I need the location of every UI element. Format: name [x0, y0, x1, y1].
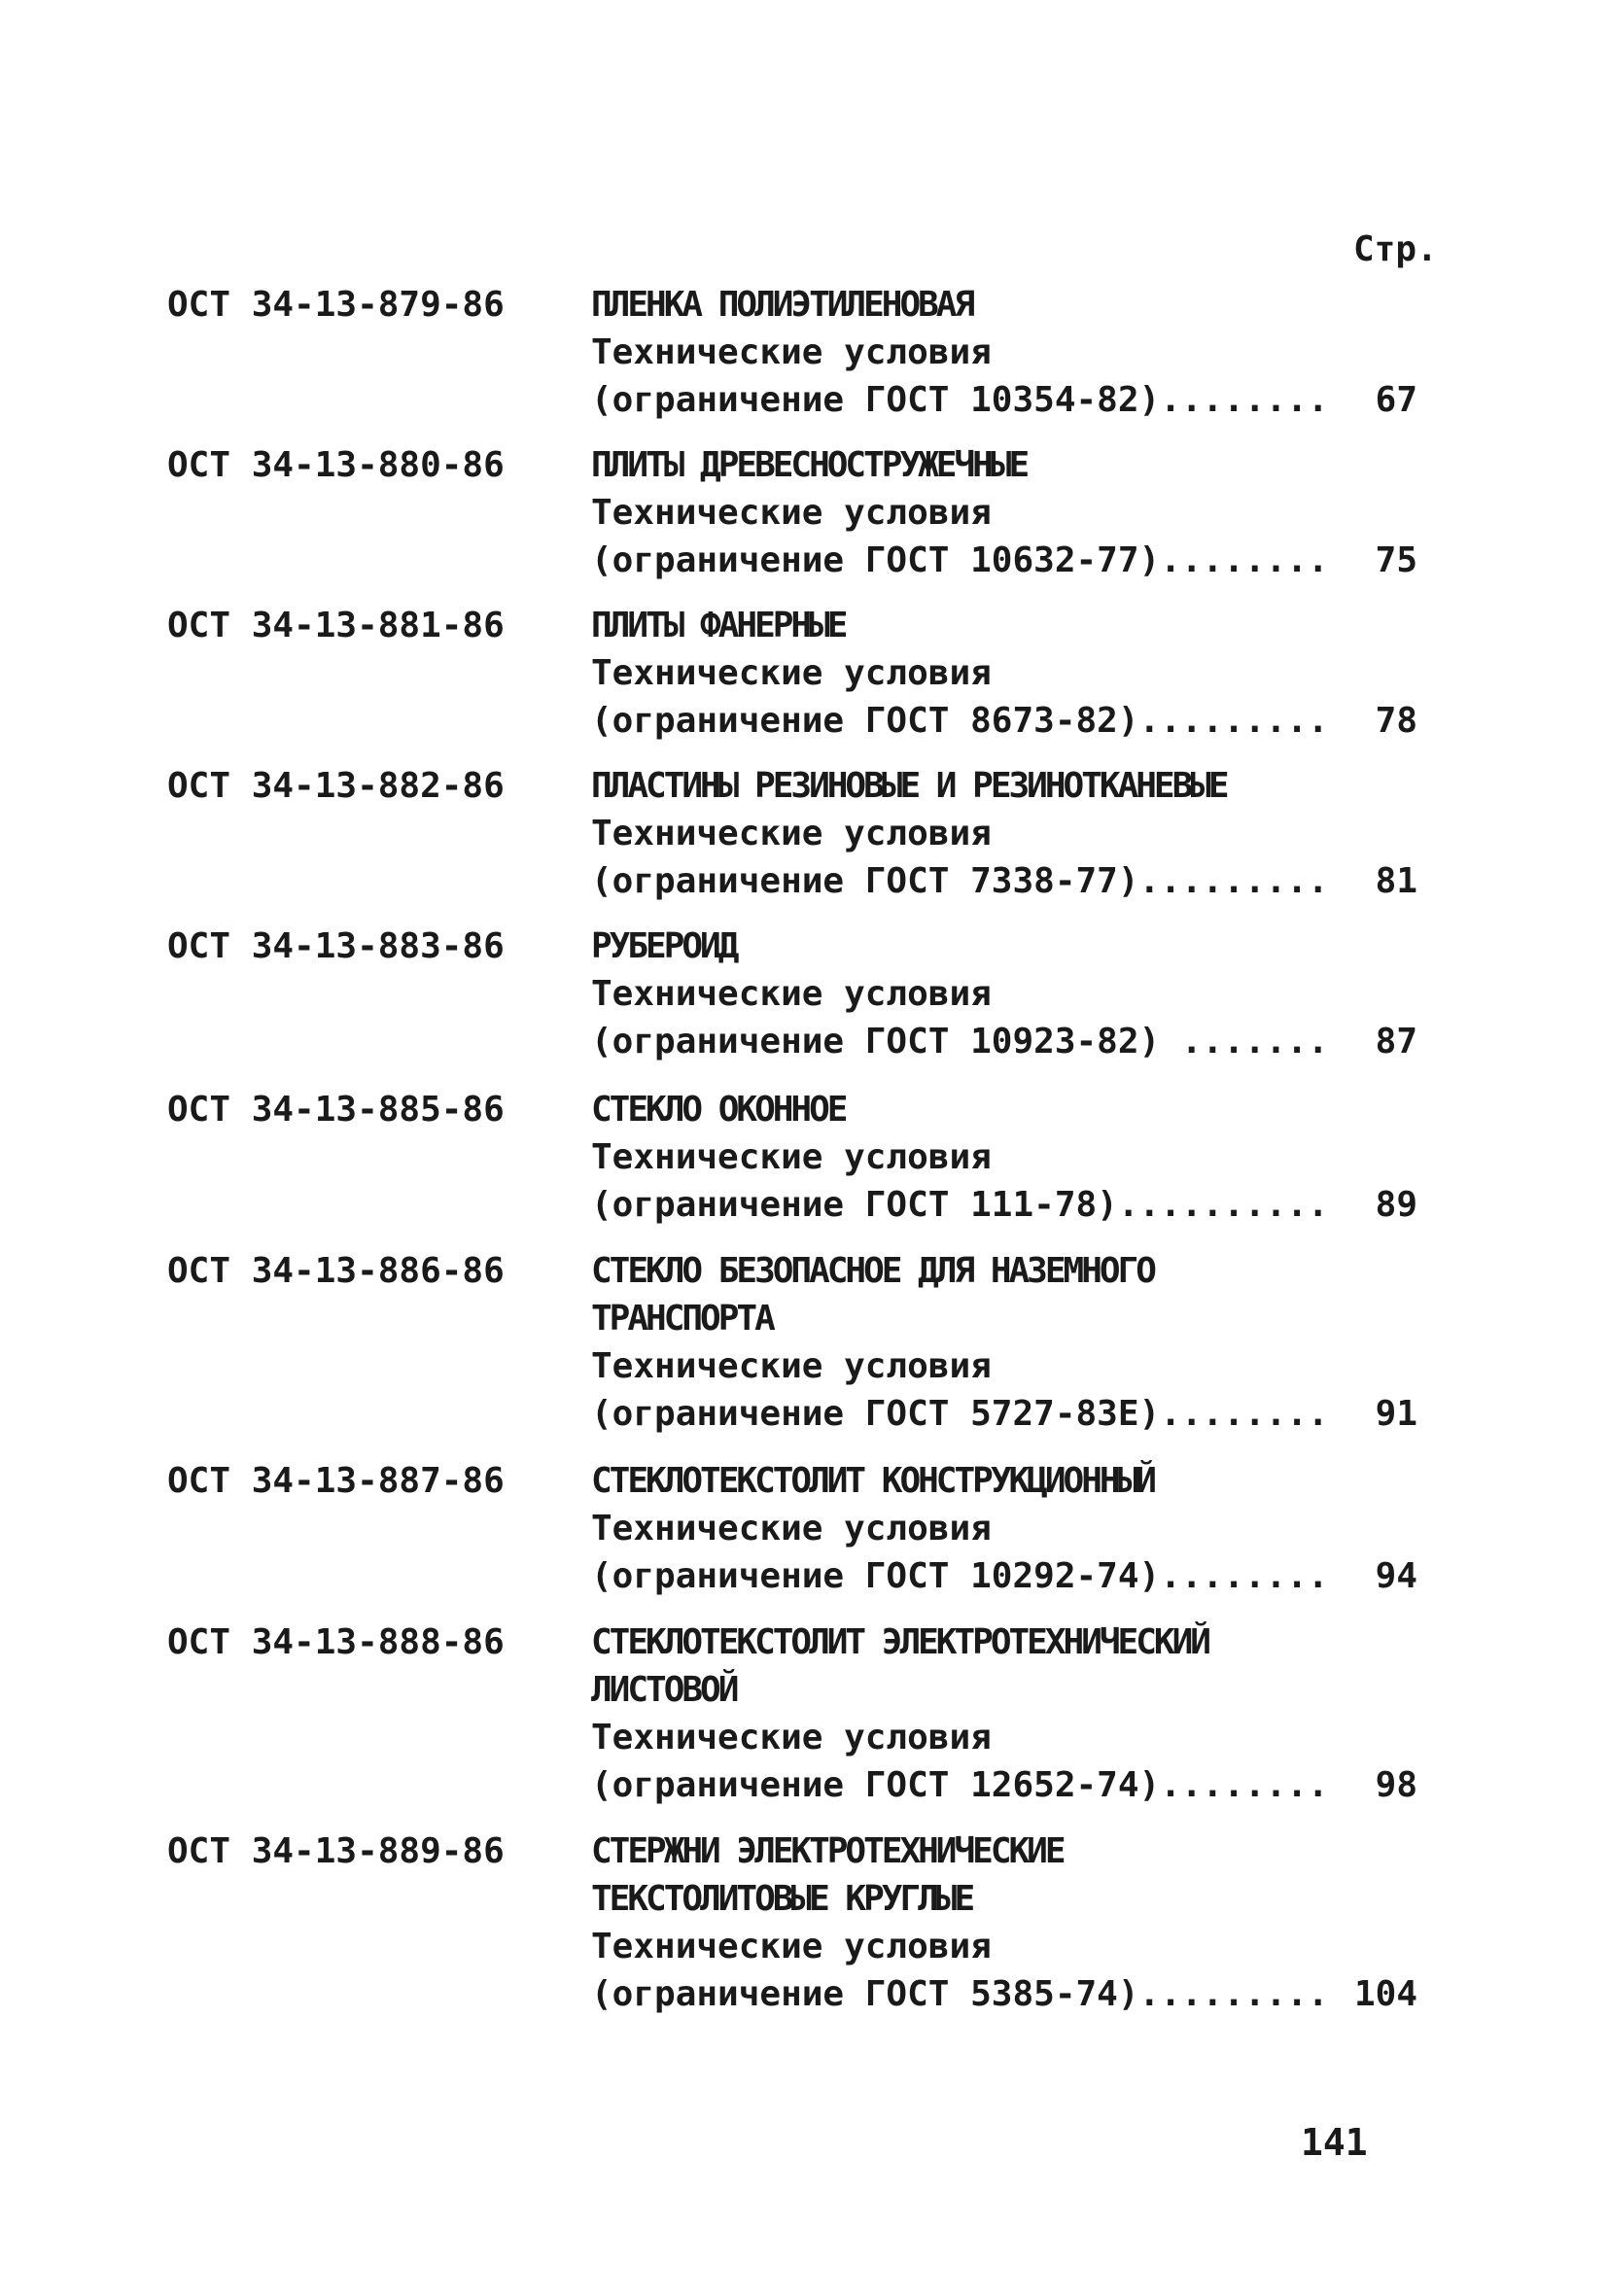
entry-page-number: 81 [1375, 861, 1417, 901]
entry-title: СТЕКЛОТЕКСТОЛИТ ЭЛЕКТРОТЕХНИЧЕСКИЙ [591, 1622, 1208, 1662]
entry-restriction: (ограничение ГОСТ 10292-74)........ [591, 1556, 1329, 1596]
entry-description [591, 441, 1330, 584]
entry-description [591, 1618, 1330, 1809]
entry-description [591, 922, 1330, 1065]
entry-title: СТЕКЛОТЕКСТОЛИТ КОНСТРУКЦИОННЫЙ [591, 1461, 1154, 1501]
entry-page-number: 98 [1375, 1765, 1417, 1805]
entry-restriction: (ограничение ГОСТ 8673-82)......... [591, 701, 1329, 741]
entry-title: СТЕКЛО БЕЗОПАСНОЕ ДЛЯ НАЗЕМНОГО [591, 1251, 1154, 1291]
entry-title: ПЛЕНКА ПОЛИЭТИЛЕНОВАЯ [591, 285, 973, 325]
entry-description [591, 1086, 1330, 1229]
entry-title-continuation: ТРАНСПОРТА [591, 1299, 773, 1339]
entry-page-number: 91 [1375, 1394, 1417, 1434]
standard-code: ОСТ 34-13-883-86 [167, 926, 505, 966]
entry-subtitle: Технические условия [591, 653, 992, 693]
entry-title-continuation: ЛИСТОВОЙ [591, 1670, 737, 1710]
entry-page-number: 104 [1353, 1974, 1417, 2014]
entry-title-continuation: ТЕКСТОЛИТОВЫЕ КРУГЛЫЕ [591, 1879, 973, 1919]
standard-code: ОСТ 34-13-889-86 [167, 1831, 505, 1871]
entry-title: ПЛАСТИНЫ РЕЗИНОВЫЕ И РЕЗИНОТКАНЕВЫЕ [591, 766, 1227, 806]
entry-description [591, 1827, 1330, 2018]
entry-subtitle: Технические условия [591, 493, 992, 533]
entry-title: ПЛИТЫ ФАНЕРНЫЕ [591, 606, 846, 645]
entry-subtitle: Технические условия [591, 1509, 992, 1548]
entry-title: СТЕКЛО ОКОННОЕ [591, 1090, 846, 1130]
entry-subtitle: Технические условия [591, 1718, 992, 1757]
standard-code: ОСТ 34-13-885-86 [167, 1090, 505, 1130]
entry-restriction: (ограничение ГОСТ 5385-74)......... [591, 1974, 1329, 2014]
entry-restriction: (ограничение ГОСТ 7338-77)......... [591, 861, 1329, 901]
entry-page-number: 89 [1375, 1185, 1417, 1225]
page-column-header: Стр. [1353, 229, 1438, 269]
entry-subtitle: Технические условия [591, 1927, 992, 1966]
entry-page-number: 78 [1375, 701, 1417, 741]
standard-code: ОСТ 34-13-888-86 [167, 1622, 505, 1662]
entry-subtitle: Технические условия [591, 1346, 992, 1386]
entry-page-number: 67 [1375, 380, 1417, 420]
entry-restriction: (ограничение ГОСТ 10354-82)........ [591, 380, 1329, 420]
entry-description [591, 762, 1330, 905]
entry-page-number: 94 [1375, 1556, 1417, 1596]
entry-restriction: (ограничение ГОСТ 5727-83Е)........ [591, 1394, 1329, 1434]
entry-page-number: 87 [1375, 1022, 1417, 1061]
standard-code: ОСТ 34-13-887-86 [167, 1461, 505, 1501]
page-footer-number: 141 [1301, 2121, 1368, 2164]
standard-code: ОСТ 34-13-882-86 [167, 766, 505, 806]
entry-restriction: (ограничение ГОСТ 10632-77)........ [591, 540, 1329, 580]
entry-page-number: 75 [1375, 540, 1417, 580]
entry-title: СТЕРЖНИ ЭЛЕКТРОТЕХНИЧЕСКИЕ [591, 1831, 1064, 1871]
entry-restriction: (ограничение ГОСТ 111-78).......... [591, 1185, 1329, 1225]
entry-title: РУБЕРОИД [591, 926, 737, 966]
entry-description [591, 1247, 1330, 1438]
entry-subtitle: Технические условия [591, 974, 992, 1014]
entry-subtitle: Технические условия [591, 332, 992, 372]
entry-title: ПЛИТЫ ДРЕВЕСНОСТРУЖЕЧНЫЕ [591, 445, 1028, 485]
entry-restriction: (ограничение ГОСТ 12652-74)........ [591, 1765, 1329, 1805]
entry-description [591, 602, 1330, 745]
entry-restriction: (ограничение ГОСТ 10923-82) ....... [591, 1022, 1329, 1061]
entry-description [591, 1457, 1330, 1600]
standard-code: ОСТ 34-13-880-86 [167, 445, 505, 485]
standard-code: ОСТ 34-13-881-86 [167, 606, 505, 645]
entry-subtitle: Технические условия [591, 814, 992, 853]
standard-code: ОСТ 34-13-879-86 [167, 285, 505, 325]
entry-subtitle: Технические условия [591, 1137, 992, 1177]
standard-code: ОСТ 34-13-886-86 [167, 1251, 505, 1291]
entry-description [591, 281, 1330, 424]
